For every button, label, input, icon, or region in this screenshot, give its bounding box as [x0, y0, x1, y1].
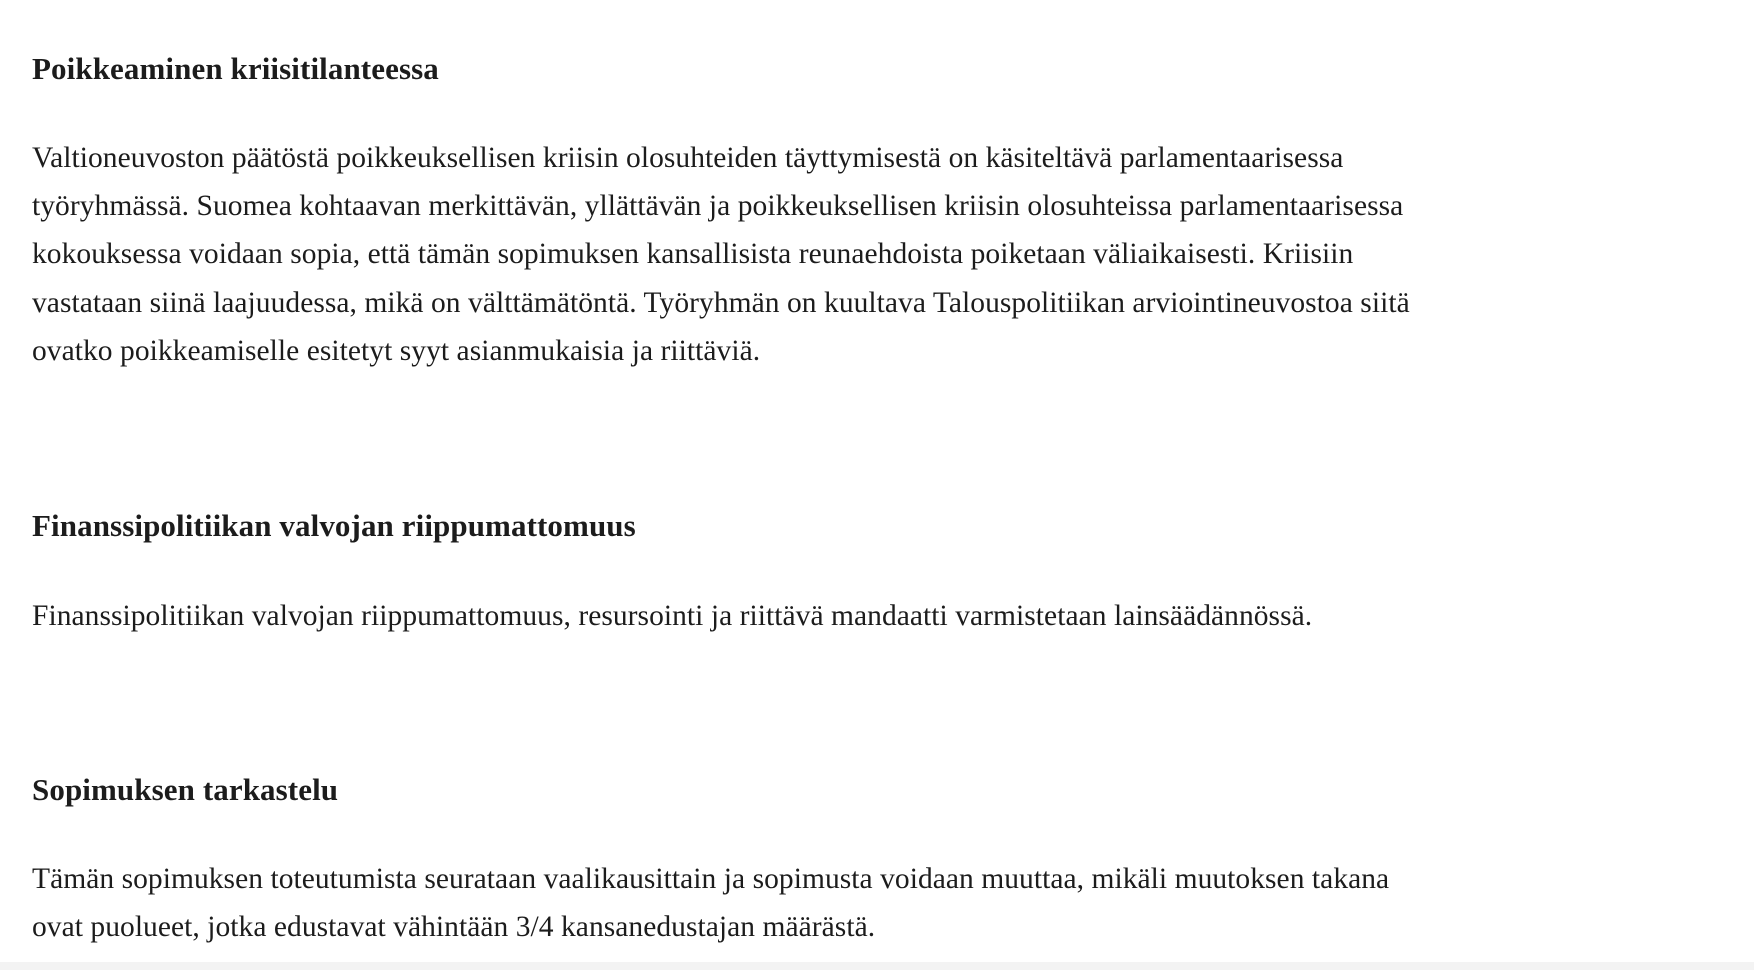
section-heading-sopimuksen-tarkastelu: Sopimuksen tarkastelu — [32, 772, 339, 807]
section-paragraph-sopimuksen-tarkastelu: Tämän sopimuksen toteutumista seurataan vaalikausittain ja sopimusta voidaan muuttaa, mikäli muutoksen takana ovat puolueet, jotka edustavat vähintään 3/4 kansanedustajan määrästä. — [32, 863, 1390, 944]
section-paragraph-valvojan-riippumattomuus: Finanssipolitiikan valvojan riippumattomuus, resursointi ja riittävä mandaatti varmistetaan lainsäädännössä. — [32, 600, 1313, 632]
page-bottom-edge — [0, 962, 1754, 970]
section-heading-poikkeaminen: Poikkeaminen kriisitilanteessa — [32, 51, 439, 86]
section-paragraph-poikkeaminen: Valtioneuvoston päätöstä poikkeuksellisen kriisin olosuhteiden täyttymisestä on käsiteltävä parlamentaarisessa työryhmässä. Suomea kohtaavan merkittävän, yllättävän ja poikkeuksellisen kriisin olosuhteissa parlamentaarisessa kokouksessa voidaan sopia, että tämän sopimuksen kansallisista reunaehdoista poiketaan väliaikaisesti. Kriisiin vastataan siinä laajuudessa, mikä on välttämätöntä. Työryhmän on kuultava Talouspolitiikan arviointineuvostoa siitä ovatko poikkeamiselle esitetyt syyt asianmukaisia ja riittäviä. — [32, 142, 1410, 367]
section-heading-valvojan-riippumattomuus: Finanssipolitiikan valvojan riippumattomuus — [32, 508, 636, 543]
